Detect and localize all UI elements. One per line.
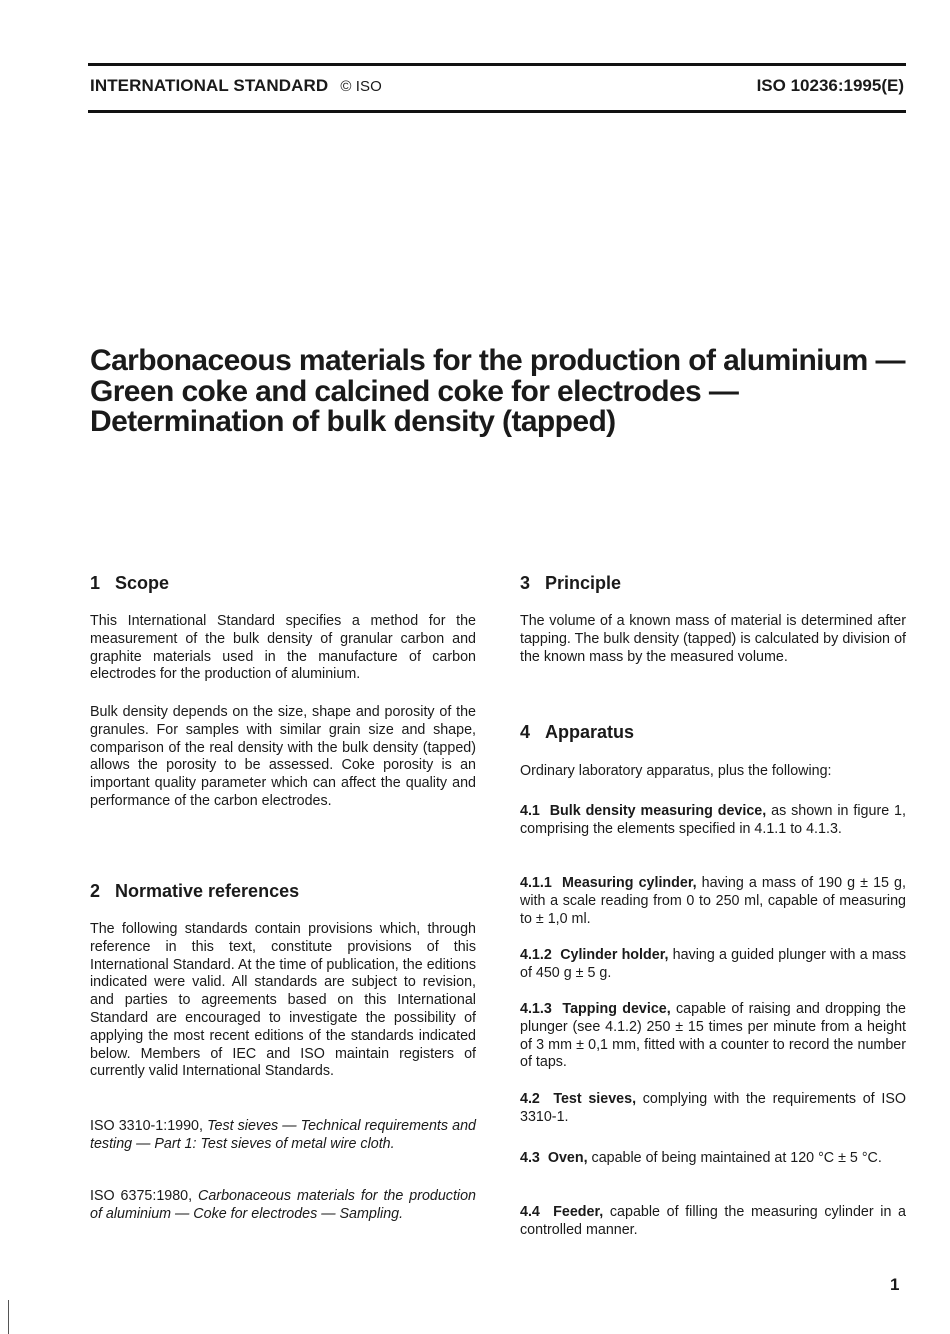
header-rule-bottom [88,110,906,113]
header-rule-top [88,63,906,66]
header-standard-type: INTERNATIONAL STANDARD [90,76,329,95]
apparatus-intro: Ordinary laboratory apparatus, plus the following: [520,763,832,779]
item-4-1-1: 4.1.1 Measuring cylinder, having a mass of 190 g ± 15 g, with a scale reading from 0 to 250 ml, capable of measuring to ± 1,0 ml. [520,875,906,927]
item-4-4: 4.4 Feeder, capable of filling the measuring cylinder in a controlled manner. [520,1204,906,1238]
scope-paragraph-2: Bulk density depends on the size, shape and porosity of the granules. For samples with similar grain size and shape, comparison of the real density with the bulk density (tapped) allows the porosity to be assessed. Coke porosity is an important quality parameter which can affect the quality and performance of the carbon electrodes. [90,704,476,809]
title-line-3: Determination of bulk density (tapped) [90,405,616,438]
section-2-heading: 2 Normative references [90,881,300,901]
item-4-3: 4.3 Oven, capable of being maintained at 120 °C ± 5 °C. [520,1150,882,1166]
section-1-heading: 1 Scope [90,573,170,593]
normative-paragraph: The following standards contain provisions which, through reference in this text, constitute provisions of this International Standard. At the time of publication, the editions indicated were valid. All standards are subject to revision, and parties to agreements based on this International Standard are encouraged to investigate the possibility of applying the most recent editions of the standards indicated below. Members of IEC and ISO maintain registers of currently valid International Standards. [90,921,476,1080]
item-4-1-2: 4.1.2 Cylinder holder, having a guided plunger with a mass of 450 g ± 5 g. [520,947,906,981]
title-line-2: Green coke and calcined coke for electrodes — [90,374,739,408]
document-title [90,346,910,438]
section-4-heading: 4 Apparatus [520,722,635,742]
item-4-1: 4.1 Bulk density measuring device, as shown in figure 1, comprising the elements specified in 4.1.1 to 4.1.3. [520,803,906,837]
item-4-2: 4.2 Test sieves, complying with the requirements of ISO 3310-1. [520,1091,906,1125]
scan-edge-mark [8,1300,9,1334]
normative-reference-1: ISO 3310-1:1990, Test sieves — Technical requirements and testing — Part 1: Test sieves of metal wire cloth. [90,1118,476,1152]
normative-reference-2: ISO 6375:1980, Carbonaceous materials for the production of aluminium — Coke for electrodes — Sampling. [90,1188,477,1222]
item-4-1-3: 4.1.3 Tapping device, capable of raising and dropping the plunger (see 4.1.2) 250 ± 15 times per minute from a height of 3 mm ± 0,1 mm, fitted with a counter to record the number of taps. [520,1001,906,1071]
header-standard-number: ISO 10236:1995(E) [756,76,904,95]
scope-paragraph-1: This International Standard specifies a method for the measurement of the bulk density of granular carbon and graphite materials used in the manufacture of carbon electrodes for the production of aluminium. [90,613,476,683]
header-copyright: © ISO [340,78,382,95]
principle-paragraph: The volume of a known mass of material is determined after tapping. The bulk density (tapped) is calculated by division of the known mass by the measured volume. [520,613,906,665]
title-line-1: Carbonaceous materials for the production of aluminium — [90,344,905,377]
header-standard-label [90,76,382,96]
section-3-heading: 3 Principle [520,573,622,593]
page-number: 1 [890,1275,900,1294]
